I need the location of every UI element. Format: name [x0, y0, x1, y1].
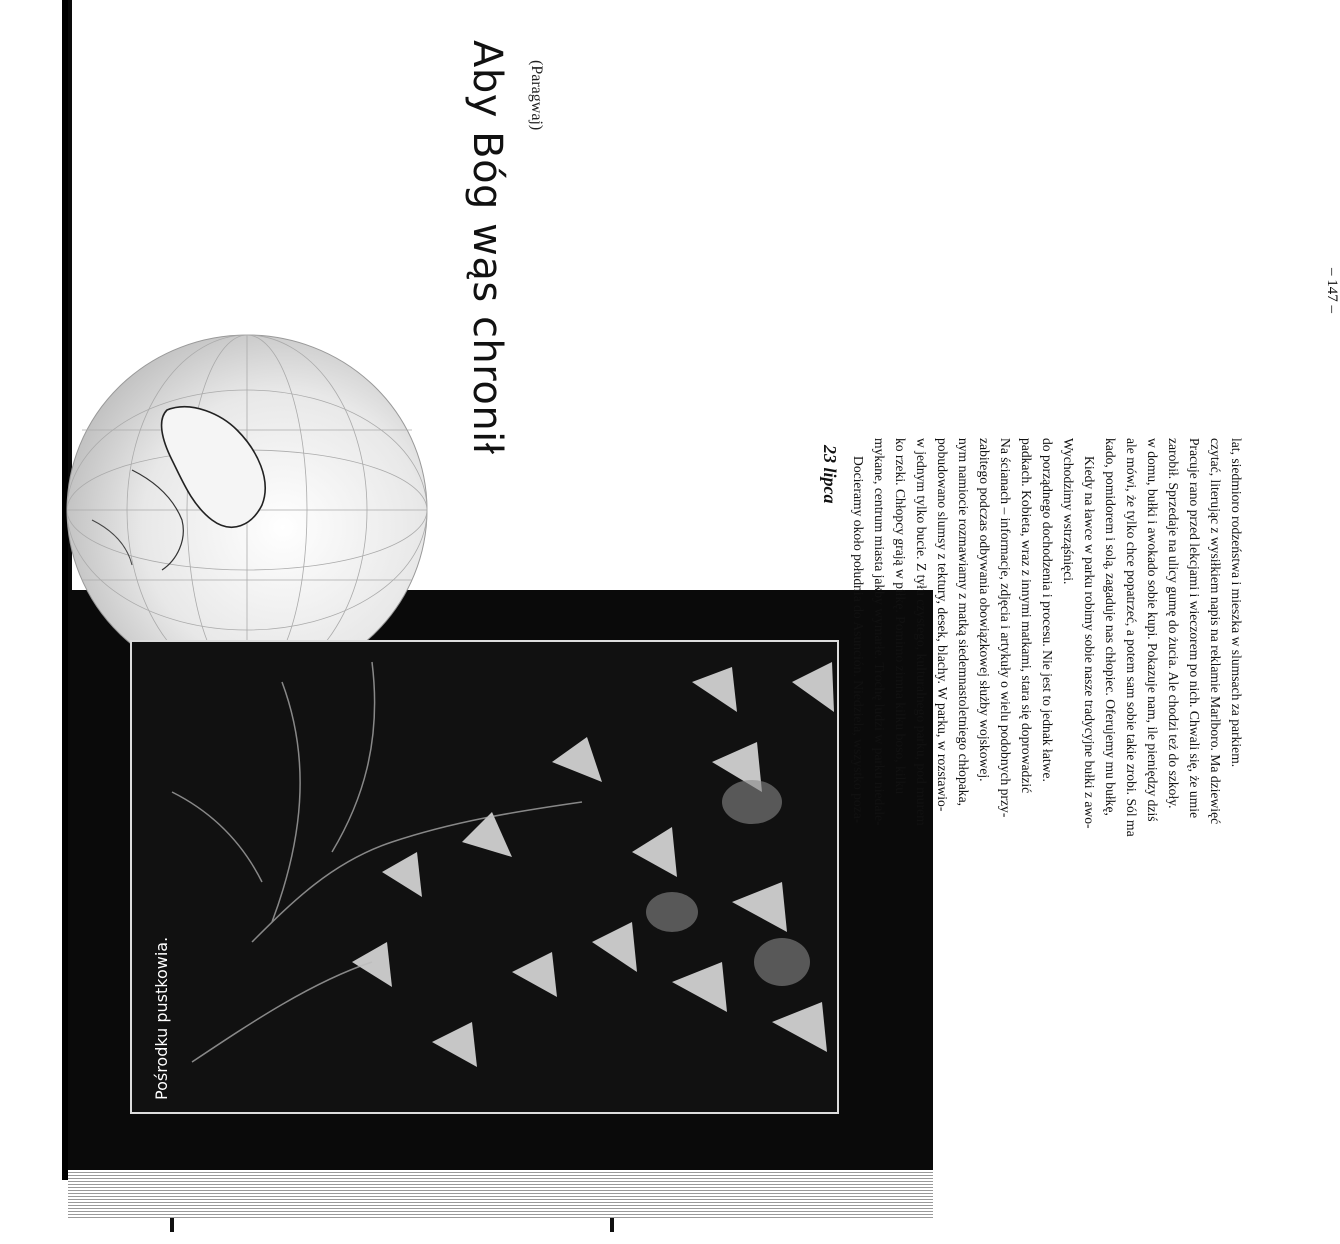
text-line: w jednym tylko bucie. Z tyłu czystego, kulturalnego parku, pod murem: [914, 438, 929, 826]
globe-map-illustration: [72, 320, 352, 590]
text-line: Wychodzimy wstrząśnięci.: [1061, 438, 1076, 585]
text-line: do porządnego dochodzenia i procesu. Nie jest to jednak łatwe.: [1040, 438, 1055, 782]
text-line: pobudowano slumsy z tektury, desek, blachy. W parku, w rozstawio-: [935, 438, 950, 812]
text-line: ko rzeki. Chłopcy grają w piłkę. Pomimo zimna kilku boso, kilku: [893, 438, 908, 795]
page-number: – 147 –: [1324, 268, 1340, 313]
text-line: lat, siedmioro rodzeństwa i mieszka w slumsach za parkiem.: [1229, 438, 1244, 768]
text-line: kado, pomidorem i solą, zagaduje nas chłopiec. Oferujemy mu bułkę,: [1103, 438, 1118, 816]
text-line: Docieramy około południa do Asunción. Niedziela, wszystko poza-: [851, 456, 866, 824]
text-line: mykane, centrum miasta jakby wymarłe. Trochę ludzi w parku niedale-: [872, 438, 887, 826]
text-line: zarobił. Sprzedaje na ulicy gumę do żucia. Ale chodzi też do szkoły.: [1166, 438, 1181, 809]
page-edges: [68, 1170, 933, 1218]
text-line: padkach. Kobieta, wraz z innymi matkami, stara się doprowadzić: [1019, 438, 1034, 794]
date-heading: 23 lipca: [820, 445, 840, 504]
chapter-subtitle: (Paragwaj): [528, 60, 545, 131]
text-line: nym namiocie rozmawiamy z matką siedemnastoletniego chłopaka,: [956, 438, 971, 807]
text-line: Kiedy na ławce w parku robimy sobie nasze tradycyjne bułki z awo-: [1082, 456, 1097, 829]
text-line: zabitego podczas odbywania obowiązkowej służby wojskowej.: [977, 438, 992, 782]
text-line: Na ścianach – informacje, zdjęcia i artykuły o wielu podobnych przy-: [998, 438, 1013, 818]
cactus-texture: [132, 642, 837, 1112]
text-line: czytać, literując z wysiłkiem napis na reklamie Marlboro. Ma dziewięć: [1208, 438, 1223, 825]
text-line: ale mówi, że tylko chce popatrzeć, a potem sam sobie takie zrobi. Sól ma: [1124, 438, 1139, 837]
text-line: Pracuje rano przed lekcjami i wieczorem po nich. Chwali się, że umie: [1187, 438, 1202, 819]
chapter-title: Aby Bóg wąs chronił: [464, 40, 510, 455]
photo-caption: Pośrodku pustkowia.: [152, 936, 171, 1100]
cactus-photograph: [130, 640, 839, 1114]
text-line: w domu, bułki i awokado sobie kupi. Pokazuje nam, ile pieniędzy dziś: [1145, 438, 1160, 822]
bottom-marks: [170, 1218, 640, 1234]
